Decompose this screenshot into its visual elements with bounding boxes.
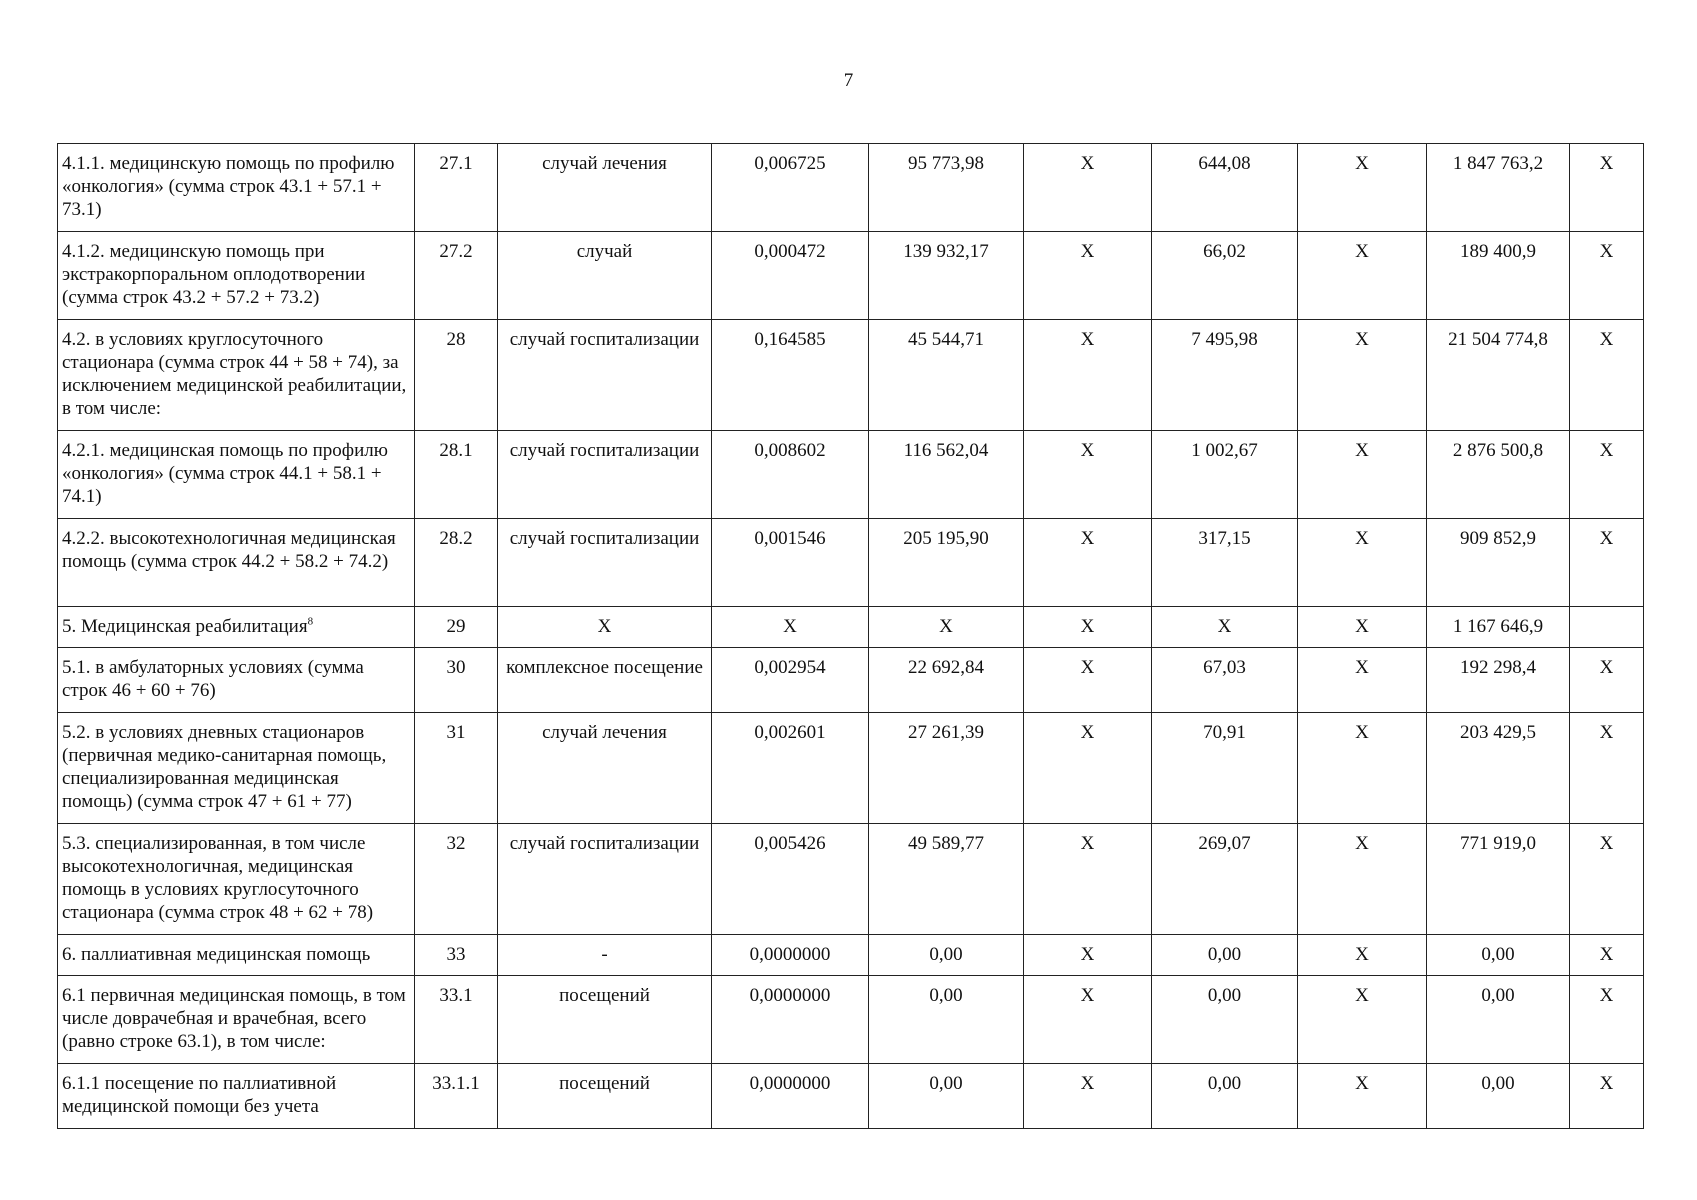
cell-col10 bbox=[1570, 519, 1644, 607]
cell-norm-text: 0,0000000 bbox=[749, 985, 831, 1006]
cell-col10-text: X bbox=[1599, 153, 1614, 174]
cell-norm bbox=[712, 648, 869, 713]
cell-col10 bbox=[1570, 232, 1644, 320]
cell-total bbox=[1427, 431, 1570, 519]
cell-unit-text: случай госпитализации bbox=[509, 329, 700, 350]
cell-cost-text: 22 692,84 bbox=[908, 657, 984, 678]
cell-unit bbox=[498, 320, 712, 431]
cell-norm-text: 0,164585 bbox=[754, 329, 826, 350]
cell-indicator-text: 5.2. в условиях дневных стационаров (первичная медико-санитарная помощь, специализированная медицинская помощь) (сумма строк 47 + 61 + 77) bbox=[62, 722, 387, 812]
cell-unit bbox=[498, 824, 712, 935]
cell-line-number-text: 27.2 bbox=[439, 241, 473, 262]
cell-line-number-text: 31 bbox=[446, 722, 466, 743]
cell-indicator bbox=[58, 976, 415, 1064]
cell-col8 bbox=[1298, 976, 1427, 1064]
cell-col8 bbox=[1298, 935, 1427, 976]
cell-per-capita bbox=[1152, 607, 1298, 648]
cell-line-number bbox=[415, 519, 498, 607]
cell-col10-text: X bbox=[1599, 528, 1614, 549]
cell-total-text: 0,00 bbox=[1481, 944, 1515, 965]
cell-col8-text: X bbox=[1355, 944, 1369, 965]
cell-col10-text: X bbox=[1599, 722, 1614, 743]
cell-col6-text: X bbox=[1080, 944, 1095, 965]
cell-per-capita-text: 67,03 bbox=[1203, 657, 1246, 678]
cell-norm-text: 0,000472 bbox=[754, 241, 826, 262]
cell-col8 bbox=[1298, 648, 1427, 713]
cell-total bbox=[1427, 519, 1570, 607]
table-row bbox=[58, 607, 1644, 648]
cell-unit-text: случай госпитализации bbox=[509, 528, 700, 549]
cell-col8 bbox=[1298, 824, 1427, 935]
cell-total-text: 771 919,0 bbox=[1460, 833, 1536, 854]
cell-line-number bbox=[415, 144, 498, 232]
cell-col8 bbox=[1298, 431, 1427, 519]
cell-col6-text: X bbox=[1080, 440, 1095, 461]
cell-line-number bbox=[415, 935, 498, 976]
cell-per-capita-text: 7 495,98 bbox=[1191, 329, 1258, 350]
cell-col10-text: X bbox=[1599, 985, 1614, 1006]
cell-cost bbox=[869, 607, 1024, 648]
cell-unit bbox=[498, 144, 712, 232]
cell-unit-text: случай лечения bbox=[542, 153, 667, 174]
table-row bbox=[58, 648, 1644, 713]
cell-col10 bbox=[1570, 1064, 1644, 1129]
cell-indicator bbox=[58, 519, 415, 607]
cell-col6 bbox=[1024, 1064, 1152, 1129]
cell-cost-text: 139 932,17 bbox=[903, 241, 989, 262]
cell-total-text: 0,00 bbox=[1481, 985, 1515, 1006]
table-row bbox=[58, 232, 1644, 320]
cell-indicator bbox=[58, 713, 415, 824]
cell-line-number-text: 28.1 bbox=[439, 440, 473, 461]
cell-col6-text: X bbox=[1080, 616, 1095, 637]
cell-cost-text: 45 544,71 bbox=[908, 329, 984, 350]
cell-per-capita-text: 644,08 bbox=[1198, 153, 1251, 174]
cell-indicator-text: 5.1. в амбулаторных условиях (сумма строк 46 + 60 + 76) bbox=[62, 657, 364, 701]
cell-col6 bbox=[1024, 935, 1152, 976]
cell-col6 bbox=[1024, 320, 1152, 431]
cell-norm-text: X bbox=[783, 616, 797, 637]
cell-total-text: 192 298,4 bbox=[1460, 657, 1536, 678]
cell-col10-text: X bbox=[1599, 440, 1614, 461]
cell-indicator bbox=[58, 232, 415, 320]
cell-line-number bbox=[415, 431, 498, 519]
cell-total-text: 0,00 bbox=[1481, 1073, 1515, 1094]
cell-per-capita bbox=[1152, 1064, 1298, 1129]
cell-unit bbox=[498, 519, 712, 607]
cell-per-capita bbox=[1152, 648, 1298, 713]
cell-total bbox=[1427, 824, 1570, 935]
cell-cost bbox=[869, 935, 1024, 976]
cell-total-text: 1 167 646,9 bbox=[1452, 616, 1544, 637]
cell-unit bbox=[498, 607, 712, 648]
cell-line-number-text: 28 bbox=[446, 329, 466, 350]
table-body bbox=[58, 144, 1644, 1129]
cell-per-capita bbox=[1152, 232, 1298, 320]
cell-col8-text: X bbox=[1355, 616, 1369, 637]
cell-unit-text: случай госпитализации bbox=[509, 833, 700, 854]
cell-col8 bbox=[1298, 144, 1427, 232]
cell-cost-text: X bbox=[939, 616, 953, 637]
cell-norm-text: 0,0000000 bbox=[749, 944, 831, 965]
cell-col8-text: X bbox=[1355, 985, 1369, 1006]
cell-col10-text: X bbox=[1599, 1073, 1614, 1094]
cell-col10-text: X bbox=[1599, 833, 1614, 854]
cell-line-number-text: 28.2 bbox=[439, 528, 473, 549]
cell-total-text: 1 847 763,2 bbox=[1452, 153, 1544, 174]
cell-total bbox=[1427, 648, 1570, 713]
cell-col6 bbox=[1024, 232, 1152, 320]
cell-total bbox=[1427, 1064, 1570, 1129]
cell-col6 bbox=[1024, 713, 1152, 824]
cell-per-capita-text: 70,91 bbox=[1203, 722, 1246, 743]
cell-col8 bbox=[1298, 1064, 1427, 1129]
page-number: 7 bbox=[843, 70, 854, 91]
cell-col6-text: X bbox=[1080, 722, 1095, 743]
cell-total bbox=[1427, 320, 1570, 431]
cell-per-capita-text: 66,02 bbox=[1203, 241, 1246, 262]
cell-col8-text: X bbox=[1355, 440, 1369, 461]
cell-norm bbox=[712, 232, 869, 320]
cell-line-number-text: 33.1 bbox=[439, 985, 473, 1006]
cell-unit-text: посещений bbox=[559, 1073, 650, 1094]
cell-col6 bbox=[1024, 648, 1152, 713]
cell-line-number bbox=[415, 607, 498, 648]
cell-col6-text: X bbox=[1080, 1073, 1095, 1094]
cell-col6 bbox=[1024, 144, 1152, 232]
cell-norm bbox=[712, 320, 869, 431]
cell-unit-text: случай лечения bbox=[542, 722, 667, 743]
cell-col8-text: X bbox=[1355, 528, 1369, 549]
cell-indicator bbox=[58, 824, 415, 935]
cell-unit bbox=[498, 976, 712, 1064]
cell-norm-text: 0,008602 bbox=[754, 440, 826, 461]
cell-indicator bbox=[58, 320, 415, 431]
cell-unit bbox=[498, 1064, 712, 1129]
cell-cost bbox=[869, 144, 1024, 232]
table-row bbox=[58, 935, 1644, 976]
cell-total-text: 203 429,5 bbox=[1460, 722, 1536, 743]
cell-col6-text: X bbox=[1080, 329, 1095, 350]
cell-col6-text: X bbox=[1080, 657, 1095, 678]
cell-col10 bbox=[1570, 713, 1644, 824]
cell-indicator-text: 4.1.2. медицинскую помощь при экстракорпоральном оплодотворении (сумма строк 43.2 + 57.2 + 73.2) bbox=[62, 241, 366, 308]
cell-total-text: 2 876 500,8 bbox=[1452, 440, 1544, 461]
cell-col10 bbox=[1570, 935, 1644, 976]
table-row bbox=[58, 1064, 1644, 1129]
cell-unit-text: X bbox=[597, 616, 612, 637]
cell-cost-text: 0,00 bbox=[929, 985, 963, 1006]
cell-norm-text: 0,002601 bbox=[754, 722, 826, 743]
cell-per-capita bbox=[1152, 824, 1298, 935]
cell-col8 bbox=[1298, 320, 1427, 431]
cell-indicator-text: 4.1.1. медицинскую помощь по профилю «онкология» (сумма строк 43.1 + 57.1 + 73.1) bbox=[62, 153, 395, 220]
cell-per-capita bbox=[1152, 935, 1298, 976]
cell-cost-text: 0,00 bbox=[929, 1073, 963, 1094]
cell-col6 bbox=[1024, 976, 1152, 1064]
cell-cost-text: 95 773,98 bbox=[908, 153, 984, 174]
cell-indicator bbox=[58, 431, 415, 519]
table-row bbox=[58, 519, 1644, 607]
cell-per-capita-text: 0,00 bbox=[1207, 985, 1242, 1006]
cell-line-number bbox=[415, 713, 498, 824]
cell-col10 bbox=[1570, 320, 1644, 431]
cell-norm bbox=[712, 431, 869, 519]
cell-col10-text: X bbox=[1599, 944, 1614, 965]
cell-col8-text: X bbox=[1355, 153, 1369, 174]
cell-line-number bbox=[415, 976, 498, 1064]
cell-line-number-text: 30 bbox=[446, 657, 466, 678]
table-row bbox=[58, 144, 1644, 232]
cell-col8 bbox=[1298, 519, 1427, 607]
cell-col8-text: X bbox=[1355, 657, 1369, 678]
cell-col6-text: X bbox=[1080, 241, 1095, 262]
cell-indicator bbox=[58, 144, 415, 232]
cell-per-capita-text: X bbox=[1217, 616, 1232, 637]
cell-cost-text: 116 562,04 bbox=[903, 440, 989, 461]
cell-unit-text: случай госпитализации bbox=[509, 440, 700, 461]
cell-line-number-text: 27.1 bbox=[439, 153, 473, 174]
cell-cost bbox=[869, 1064, 1024, 1129]
cell-col8-text: X bbox=[1355, 329, 1369, 350]
cell-line-number bbox=[415, 648, 498, 713]
table-row bbox=[58, 976, 1644, 1064]
cell-line-number-text: 32 bbox=[446, 833, 466, 854]
cell-cost-text: 205 195,90 bbox=[903, 528, 989, 549]
cell-col10 bbox=[1570, 824, 1644, 935]
cell-col6-text: X bbox=[1080, 833, 1095, 854]
cell-total bbox=[1427, 976, 1570, 1064]
cell-line-number bbox=[415, 824, 498, 935]
cell-norm bbox=[712, 519, 869, 607]
cell-col10-text: X bbox=[1599, 241, 1614, 262]
cell-col8 bbox=[1298, 607, 1427, 648]
cell-cost bbox=[869, 824, 1024, 935]
data-table bbox=[57, 143, 1644, 1129]
cell-unit bbox=[498, 713, 712, 824]
cell-col6-text: X bbox=[1080, 528, 1095, 549]
cell-norm bbox=[712, 144, 869, 232]
cell-norm-text: 0,005426 bbox=[754, 833, 826, 854]
cell-per-capita-text: 317,15 bbox=[1198, 528, 1251, 549]
cell-indicator bbox=[58, 607, 415, 648]
cell-unit bbox=[498, 232, 712, 320]
table-row bbox=[58, 824, 1644, 935]
cell-cost bbox=[869, 648, 1024, 713]
cell-norm-text: 0,006725 bbox=[754, 153, 826, 174]
cell-per-capita bbox=[1152, 713, 1298, 824]
cell-norm bbox=[712, 935, 869, 976]
cell-per-capita bbox=[1152, 144, 1298, 232]
table-row bbox=[58, 320, 1644, 431]
cell-unit bbox=[498, 648, 712, 713]
cell-cost-text: 27 261,39 bbox=[908, 722, 984, 743]
cell-col6 bbox=[1024, 824, 1152, 935]
cell-indicator-text: 6.1 первичная медицинская помощь, в том числе доврачебная и врачебная, всего (равно строке 63.1), в том числе: bbox=[62, 985, 406, 1052]
cell-col6 bbox=[1024, 607, 1152, 648]
cell-line-number bbox=[415, 232, 498, 320]
cell-col10-text: X bbox=[1599, 657, 1614, 678]
cell-unit bbox=[498, 935, 712, 976]
cell-cost bbox=[869, 713, 1024, 824]
cell-total-text: 189 400,9 bbox=[1460, 241, 1536, 262]
cell-col10 bbox=[1570, 607, 1644, 648]
cell-unit bbox=[498, 431, 712, 519]
cell-total-text: 909 852,9 bbox=[1460, 528, 1536, 549]
cell-total bbox=[1427, 935, 1570, 976]
cell-indicator-text: 4.2. в условиях круглосуточного стационара (сумма строк 44 + 58 + 74), за исключением медицинской реабилитации, в том числе: bbox=[62, 329, 407, 419]
cell-unit-text: комплексное посещение bbox=[506, 657, 703, 678]
cell-line-number bbox=[415, 320, 498, 431]
cell-norm bbox=[712, 976, 869, 1064]
cell-col6-text: X bbox=[1080, 153, 1095, 174]
cell-norm bbox=[712, 824, 869, 935]
cell-col10 bbox=[1570, 144, 1644, 232]
cell-norm-text: 0,002954 bbox=[754, 657, 826, 678]
cell-col10 bbox=[1570, 431, 1644, 519]
cell-cost bbox=[869, 232, 1024, 320]
cell-per-capita-text: 0,00 bbox=[1207, 1073, 1242, 1094]
cell-indicator-text: 5. Медицинская реабилитация bbox=[62, 616, 308, 637]
cell-line-number-text: 33.1.1 bbox=[432, 1073, 480, 1094]
cell-total-text: 21 504 774,8 bbox=[1448, 329, 1548, 350]
cell-indicator-text: 4.2.2. высокотехнологичная медицинская помощь (сумма строк 44.2 + 58.2 + 74.2) bbox=[62, 528, 396, 572]
cell-indicator-text: 4.2.1. медицинская помощь по профилю «онкология» (сумма строк 44.1 + 58.1 + 74.1) bbox=[62, 440, 388, 507]
cell-unit-text: случай bbox=[576, 241, 633, 262]
cell-per-capita-text: 0,00 bbox=[1207, 944, 1242, 965]
cell-per-capita bbox=[1152, 976, 1298, 1064]
cell-per-capita bbox=[1152, 320, 1298, 431]
cell-indicator-text: 5.3. специализированная, в том числе высокотехнологичная, медицинская помощь в условиях круглосуточного стационара (сумма строк 48 + 62 + 78) bbox=[62, 833, 374, 923]
cell-cost bbox=[869, 519, 1024, 607]
cell-per-capita-text: 269,07 bbox=[1198, 833, 1251, 854]
cell-norm bbox=[712, 607, 869, 648]
cell-col10-text: X bbox=[1599, 329, 1614, 350]
footnote-marker: 8 bbox=[307, 615, 314, 628]
cell-col8-text: X bbox=[1355, 1073, 1369, 1094]
cell-unit-text: - bbox=[601, 944, 608, 965]
cell-norm-text: 0,0000000 bbox=[749, 1073, 831, 1094]
table-row bbox=[58, 713, 1644, 824]
cell-total bbox=[1427, 144, 1570, 232]
cell-norm-text: 0,001546 bbox=[754, 528, 826, 549]
cell-total bbox=[1427, 232, 1570, 320]
cell-per-capita-text: 1 002,67 bbox=[1191, 440, 1258, 461]
cell-col10 bbox=[1570, 648, 1644, 713]
cell-cost-text: 49 589,77 bbox=[908, 833, 984, 854]
cell-indicator bbox=[58, 648, 415, 713]
cell-col8 bbox=[1298, 232, 1427, 320]
cell-per-capita bbox=[1152, 519, 1298, 607]
cell-col10 bbox=[1570, 976, 1644, 1064]
cell-cost bbox=[869, 431, 1024, 519]
cell-col8-text: X bbox=[1355, 722, 1369, 743]
cell-total bbox=[1427, 713, 1570, 824]
cell-col6 bbox=[1024, 431, 1152, 519]
cell-line-number-text: 29 bbox=[446, 616, 466, 637]
cell-col8 bbox=[1298, 713, 1427, 824]
cell-total bbox=[1427, 607, 1570, 648]
cell-line-number bbox=[415, 1064, 498, 1129]
cell-col6-text: X bbox=[1080, 985, 1095, 1006]
table-row bbox=[58, 431, 1644, 519]
cell-norm bbox=[712, 713, 869, 824]
cell-per-capita bbox=[1152, 431, 1298, 519]
cell-indicator-text: 6. паллиативная медицинская помощь bbox=[62, 944, 371, 965]
cell-unit-text: посещений bbox=[559, 985, 650, 1006]
cell-col8-text: X bbox=[1355, 833, 1369, 854]
cell-col8-text: X bbox=[1355, 241, 1369, 262]
cell-line-number-text: 33 bbox=[446, 944, 466, 965]
cell-cost-text: 0,00 bbox=[929, 944, 963, 965]
cell-indicator-text: 6.1.1 посещение по паллиативной медицинской помощи без учета bbox=[62, 1073, 337, 1117]
cell-col6 bbox=[1024, 519, 1152, 607]
cell-norm bbox=[712, 1064, 869, 1129]
cell-indicator bbox=[58, 935, 415, 976]
cell-indicator bbox=[58, 1064, 415, 1129]
cell-cost bbox=[869, 320, 1024, 431]
cell-cost bbox=[869, 976, 1024, 1064]
